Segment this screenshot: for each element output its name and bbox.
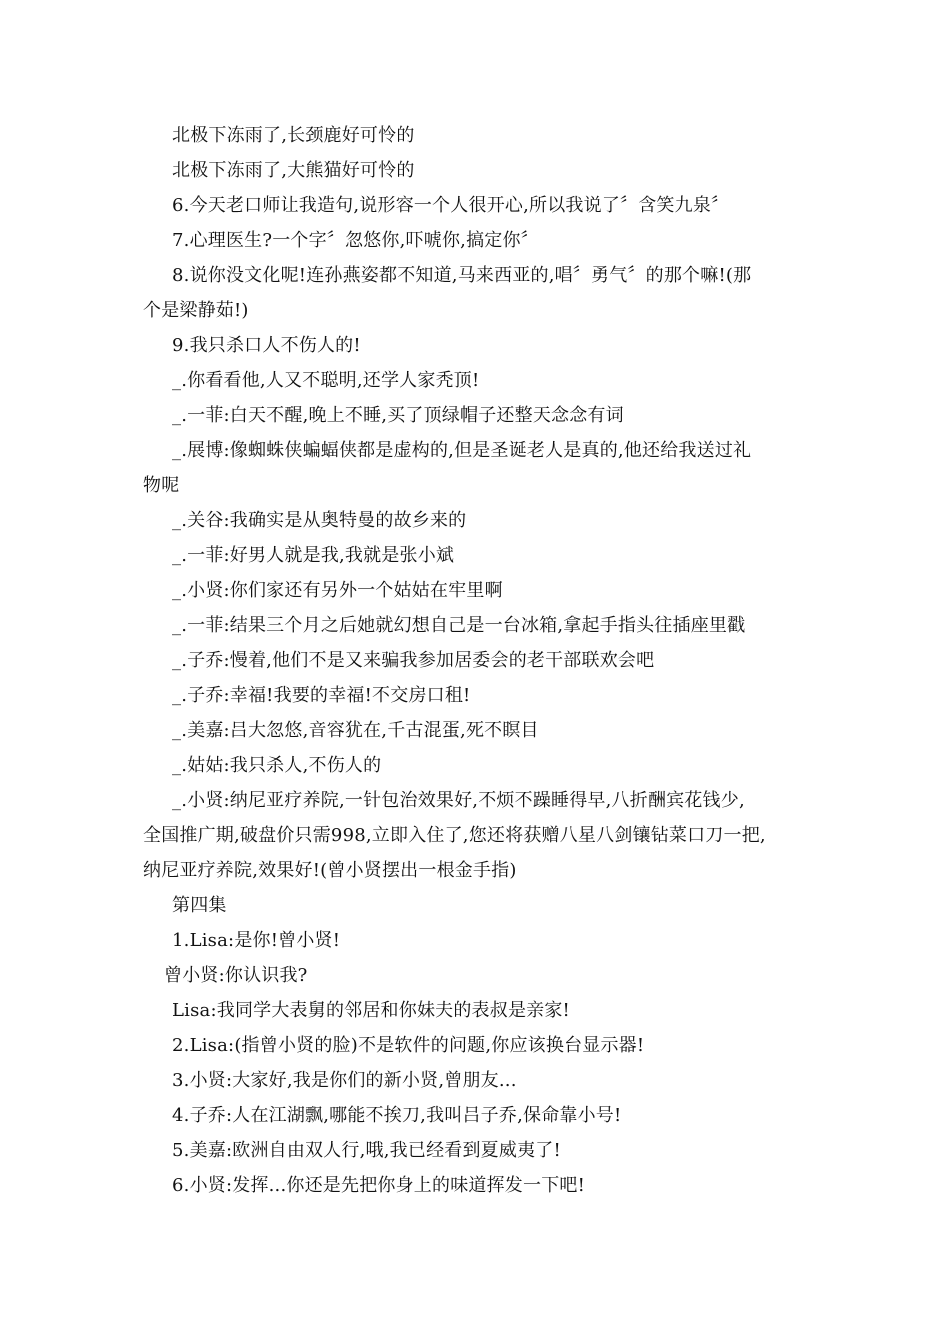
text-line: _.子乔:幸福!我要的幸福!不交房口租! (172, 685, 471, 706)
text-line: 北极下冻雨了,大熊猫好可怜的 (172, 160, 415, 181)
text-line: 6.小贤:发挥...你还是先把你身上的味道挥发一下吧! (172, 1175, 586, 1196)
text-line: 1.Lisa:是你!曾小贤! (172, 930, 341, 951)
text-line: 6.今天老口师让我造句,说形容一个人很开心,所以我说了〞含笑九泉〞 (172, 195, 730, 216)
text-line-continuation: 物呢 (143, 475, 180, 496)
text-line: _.展博:像蜘蛛侠蝙蝠侠都是虚构的,但是圣诞老人是真的,他还给我送过礼 (172, 440, 752, 461)
text-line: _.一菲:白天不醒,晚上不睡,买了顶绿帽子还整天念念有词 (172, 405, 624, 426)
text-line: 北极下冻雨了,长颈鹿好可怜的 (172, 125, 415, 146)
text-line-continuation: 全国推广期,破盘价只需998,立即入住了,您还将获赠八星八剑镶钻菜口刀一把, (143, 825, 766, 846)
text-line: 4.子乔:人在江湖飘,哪能不挨刀,我叫吕子乔,保命靠小号! (172, 1105, 622, 1126)
text-line: Lisa:我同学大表舅的邻居和你妹夫的表叔是亲家! (172, 1000, 570, 1021)
text-line: _.你看看他,人又不聪明,还学人家秃顶! (172, 370, 480, 391)
text-line: 3.小贤:大家好,我是你们的新小贤,曾朋友... (172, 1070, 517, 1091)
text-line: 7.心理医生?一个字〞忽悠你,吓唬你,搞定你〞 (172, 230, 539, 251)
text-line: 5.美嘉:欧洲自由双人行,哦,我已经看到夏威夷了! (172, 1140, 561, 1161)
text-line: _.一菲:结果三个月之后她就幻想自己是一台冰箱,拿起手指头往插座里戳 (172, 615, 746, 636)
text-line: 9.我只杀口人不伤人的! (172, 335, 361, 356)
text-line: 2.Lisa:(指曾小贤的脸)不是软件的问题,你应该换台显示器! (172, 1035, 645, 1056)
text-line: _.子乔:慢着,他们不是又来骗我参加居委会的老干部联欢会吧 (172, 650, 655, 671)
text-line-continuation: 纳尼亚疗养院,效果好!(曾小贤摆出一根金手指) (143, 860, 517, 881)
text-line: _.小贤:纳尼亚疗养院,一针包治效果好,不烦不躁睡得早,八折酬宾花钱少, (172, 790, 745, 811)
text-line: _.小贤:你们家还有另外一个姑姑在牢里啊 (172, 580, 503, 601)
text-line: _.姑姑:我只杀人,不伤人的 (172, 755, 382, 776)
text-line: _.一菲:好男人就是我,我就是张小斌 (172, 545, 455, 566)
text-line-continuation: 个是梁静茹!) (143, 300, 249, 321)
document-body (0, 118, 950, 1203)
section-heading: 第四集 (172, 895, 227, 916)
text-line: 8.说你没文化呢!连孙燕姿都不知道,马来西亚的,唱〞勇气〞的那个嘛!(那 (172, 265, 752, 286)
text-line: _.美嘉:吕大忽悠,音容犹在,千古混蛋,死不瞑目 (172, 720, 539, 741)
text-line: 曾小贤:你认识我? (164, 965, 308, 986)
text-line: _.关谷:我确实是从奥特曼的故乡来的 (172, 510, 467, 531)
